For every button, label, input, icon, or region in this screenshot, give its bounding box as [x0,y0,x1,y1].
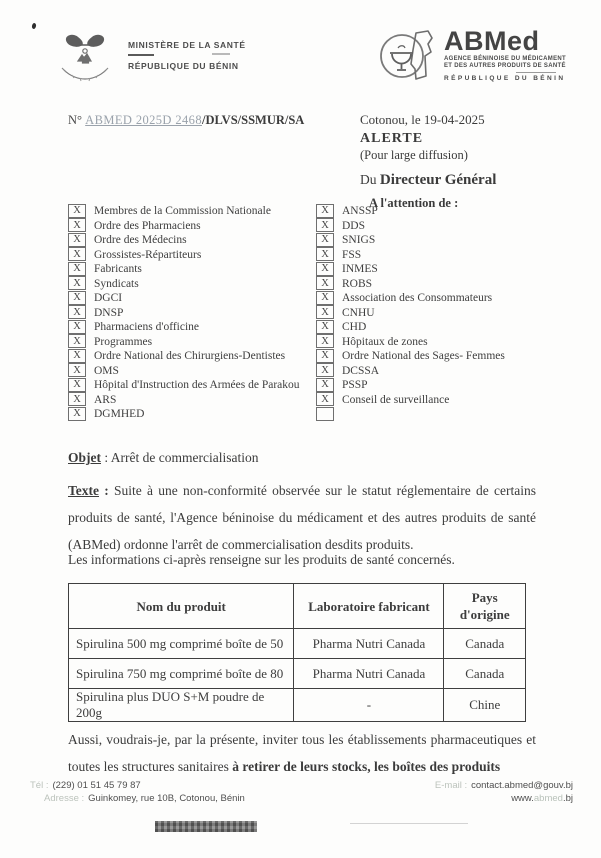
ref-prefix: N° [68,113,86,127]
scan-speck [31,23,36,30]
recipient-label: OMS [94,364,119,377]
recipient-row [68,219,313,234]
subject-line [68,450,258,466]
recipient-label: DGCI [94,292,123,305]
recipient-label: PSSP [342,379,368,392]
cell-lab: Pharma Nutri Canada [294,629,444,659]
ministry-line1: MINISTÈRE DE LA SANTÉ [128,40,246,50]
recipient-row [316,335,561,350]
recipient-label: Ordre National des Chirurgiens-Dentistes [94,350,286,363]
recipient-label: Ordre des Médecins [94,234,187,247]
checkbox-x-icon: X [316,392,334,406]
info-line: Les informations ci-après renseigne sur les produits de santé concernés. [68,552,455,567]
recipient-row [68,320,313,335]
ministry-header [128,40,246,71]
attention-line: A l'attention de : [369,196,459,210]
abmed-pharmacy-bowl-icon [378,28,440,84]
checkbox-x-icon: X [68,349,86,363]
checkbox-x-icon: X [316,291,334,305]
texte-colon: : [99,483,109,498]
recipient-row [68,248,313,263]
col-header-product: Nom du produit [69,584,294,629]
address-value: Guinkomey, rue 10B, Cotonou, Bénin [88,793,245,804]
website-mid: abmed [533,793,563,804]
recipient-row [68,393,313,408]
texte-content: Suite à une non-conformité observée sur le statut réglementaire de certains produits de santé, l'Agence béninoise du médicament et des autres produits de santé (ABMed) ordonne l'arrêt de commercialisation desdits produits. [68,483,536,552]
recipient-row [68,277,313,292]
footer-contact-right [435,779,573,805]
recipient-row [316,262,561,277]
from-line [360,172,496,188]
checkbox-x-icon: X [68,204,86,218]
from-prefix: Du [360,172,380,187]
checkbox-x-icon: X [316,363,334,377]
checkbox-x-icon: X [316,276,334,290]
checkbox-x-icon: X [316,305,334,319]
abmed-tagline-line2: ET DES AUTRES PRODUITS DE SANTÉ [444,63,566,69]
website-suffix: .bj [562,793,573,804]
recipient-row [316,393,561,408]
table-row [69,689,526,722]
closing-normal: Aussi, voudrais-je, par la présente, inviter tous les établissements pharmaceutiques et toutes les structures sanitaires [68,732,536,774]
recipient-label: DNSP [94,306,124,319]
recipient-label: INMES [342,263,378,276]
email-label: E-mail : [434,780,468,791]
footer-website-line [435,792,573,805]
cell-product-name: Spirulina 750 mg comprimé boîte de 80 [69,659,294,689]
checkbox-x-icon: X [316,349,334,363]
checkbox-x-icon: X [316,378,334,392]
recipient-row [316,407,561,422]
phone-label: Tél : [30,780,49,791]
alert-title: ALERTE [360,131,424,146]
col-header-lab: Laboratoire fabricant [294,584,444,629]
cell-product-name: Spirulina plus DUO S+M poudre de 200g [69,689,294,722]
abmed-wordmark: ABMed [444,26,540,56]
cell-lab: Pharma Nutri Canada [294,659,444,689]
recipient-label: CHD [342,321,367,334]
ref-suffix: /DLVS/SSMUR/SA [201,113,305,127]
checkbox-x-icon: X [68,247,86,261]
checkbox-x-icon: X [68,334,86,348]
checkbox-x-icon: X [68,305,86,319]
checkbox-x-icon: X [316,334,334,348]
col-header-country: Pays d'origine [444,584,526,629]
recipients-right-column [316,204,561,422]
recipient-label: DDS [342,219,366,232]
recipient-label: Ordre National des Sages- Femmes [342,350,505,363]
checkbox-x-icon: X [68,407,86,421]
recipient-label: ARS [94,393,117,406]
closing-bold: à retirer de leurs stocks, les boîtes des produits [232,759,501,774]
recipient-row [316,349,561,364]
recipient-row [316,219,561,234]
recipient-label: Association des Consommateurs [342,292,493,305]
recipient-label: Hôpital d'Instruction des Armées de Parakou [94,379,300,392]
recipient-label: Membres de la Commission Nationale [94,205,271,218]
recipient-row [68,335,313,350]
redacted-strip [155,821,257,832]
recipient-label: Grossistes-Répartiteurs [94,248,202,261]
products-table [68,583,526,722]
footer-email-line [435,779,573,792]
ministry-divider [128,54,154,56]
recipient-row [316,204,561,219]
abmed-country: RÉPUBLIQUE DU BÉNIN [444,75,566,82]
recipient-row [68,349,313,364]
recipient-row [68,262,313,277]
checkbox-x-icon: X [68,378,86,392]
recipient-row [68,306,313,321]
subject-value: : Arrêt de commercialisation [101,450,259,465]
letter-meta [360,112,496,211]
recipient-row [68,291,313,306]
abmed-divider [516,72,556,73]
from-title: Directeur Général [379,172,497,188]
reference-number [68,113,304,128]
cell-country: Canada [444,629,526,659]
recipient-row [316,364,561,379]
abmed-logo [378,28,566,84]
recipient-row [68,364,313,379]
recipient-row [316,291,561,306]
recipient-label: Conseil de surveillance [342,393,450,406]
recipient-label: Syndicats [94,277,139,290]
recipient-row [68,233,313,248]
texte-label: Texte [68,483,99,498]
recipient-label: ROBS [342,277,373,290]
recipient-label: Programmes [94,335,153,348]
recipient-row [316,306,561,321]
ministry-divider-faint [212,53,230,55]
checkbox-x-icon: X [68,233,86,247]
recipients-left-column [68,204,313,422]
recipient-label: Fabricants [94,263,142,276]
recipient-label: Pharmaciens d'officine [94,321,200,334]
body-paragraph [68,477,536,558]
phone-value: (229) 01 51 45 79 87 [52,780,141,791]
republic-line: RÉPUBLIQUE DU BÉNIN [128,61,239,71]
abmed-tagline [444,56,566,70]
recipient-row [68,378,313,393]
recipient-label: FSS [342,248,362,261]
checkbox-x-icon: X [316,262,334,276]
recipient-label: Ordre des Pharmaciens [94,219,201,232]
footer-address-line [30,792,245,805]
recipient-row [316,233,561,248]
recipient-row [316,378,561,393]
address-label: Adresse : [44,793,85,804]
footer-phone-line [30,779,245,792]
subject-label: Objet [68,450,101,465]
cell-lab: - [294,689,444,722]
checkbox-x-icon: X [68,262,86,276]
checkbox-x-icon: X [316,233,334,247]
website-prefix: www. [511,793,534,804]
checkbox-x-icon: X [316,320,334,334]
abmed-tagline-line1: AGENCE BÉNINOISE DU MÉDICAMENT [444,56,567,62]
checkbox-x-icon: X [68,320,86,334]
recipient-label: DCSSA [342,364,380,377]
checkbox-x-icon: X [316,204,334,218]
abmed-logo-text [444,28,566,82]
recipient-row [316,248,561,263]
recipient-label: CNHU [342,306,375,319]
recipient-label: ANSSP [342,205,378,218]
checkbox-x-icon: X [316,218,334,232]
checkbox-x-icon: X [68,276,86,290]
benin-coat-of-arms-icon [58,32,112,84]
recipient-label: Hôpitaux de zones [342,335,428,348]
email-value: contact.abmed@gouv.bj [471,780,573,791]
diffusion-note: (Pour large diffusion) [360,148,468,162]
ref-stamped-number: ABMED 2025D 2468 [85,113,202,127]
table-row [69,659,526,689]
recipient-row [68,204,313,219]
table-row [69,629,526,659]
cell-country: Canada [444,659,526,689]
checkbox-x-icon: X [316,247,334,261]
place-date: Cotonou, le 19-04-2025 [360,112,485,127]
cell-country: Chine [444,689,526,722]
recipient-label: SNIGS [342,234,376,247]
recipient-row [316,320,561,335]
recipient-label: DGMHED [94,408,145,421]
checkbox-x-icon: X [68,392,86,406]
cell-product-name: Spirulina 500 mg comprimé boîte de 50 [69,629,294,659]
checkbox-x-icon: X [68,363,86,377]
table-header-row [69,584,526,629]
checkbox-x-icon: X [68,291,86,305]
footer-contact-left [30,779,245,805]
scan-faint-line [350,823,468,824]
checkbox-x-icon [316,407,334,421]
closing-paragraph [68,726,536,780]
recipient-row [316,277,561,292]
table-body [69,629,526,722]
checkbox-x-icon: X [68,218,86,232]
recipient-row [68,407,313,422]
